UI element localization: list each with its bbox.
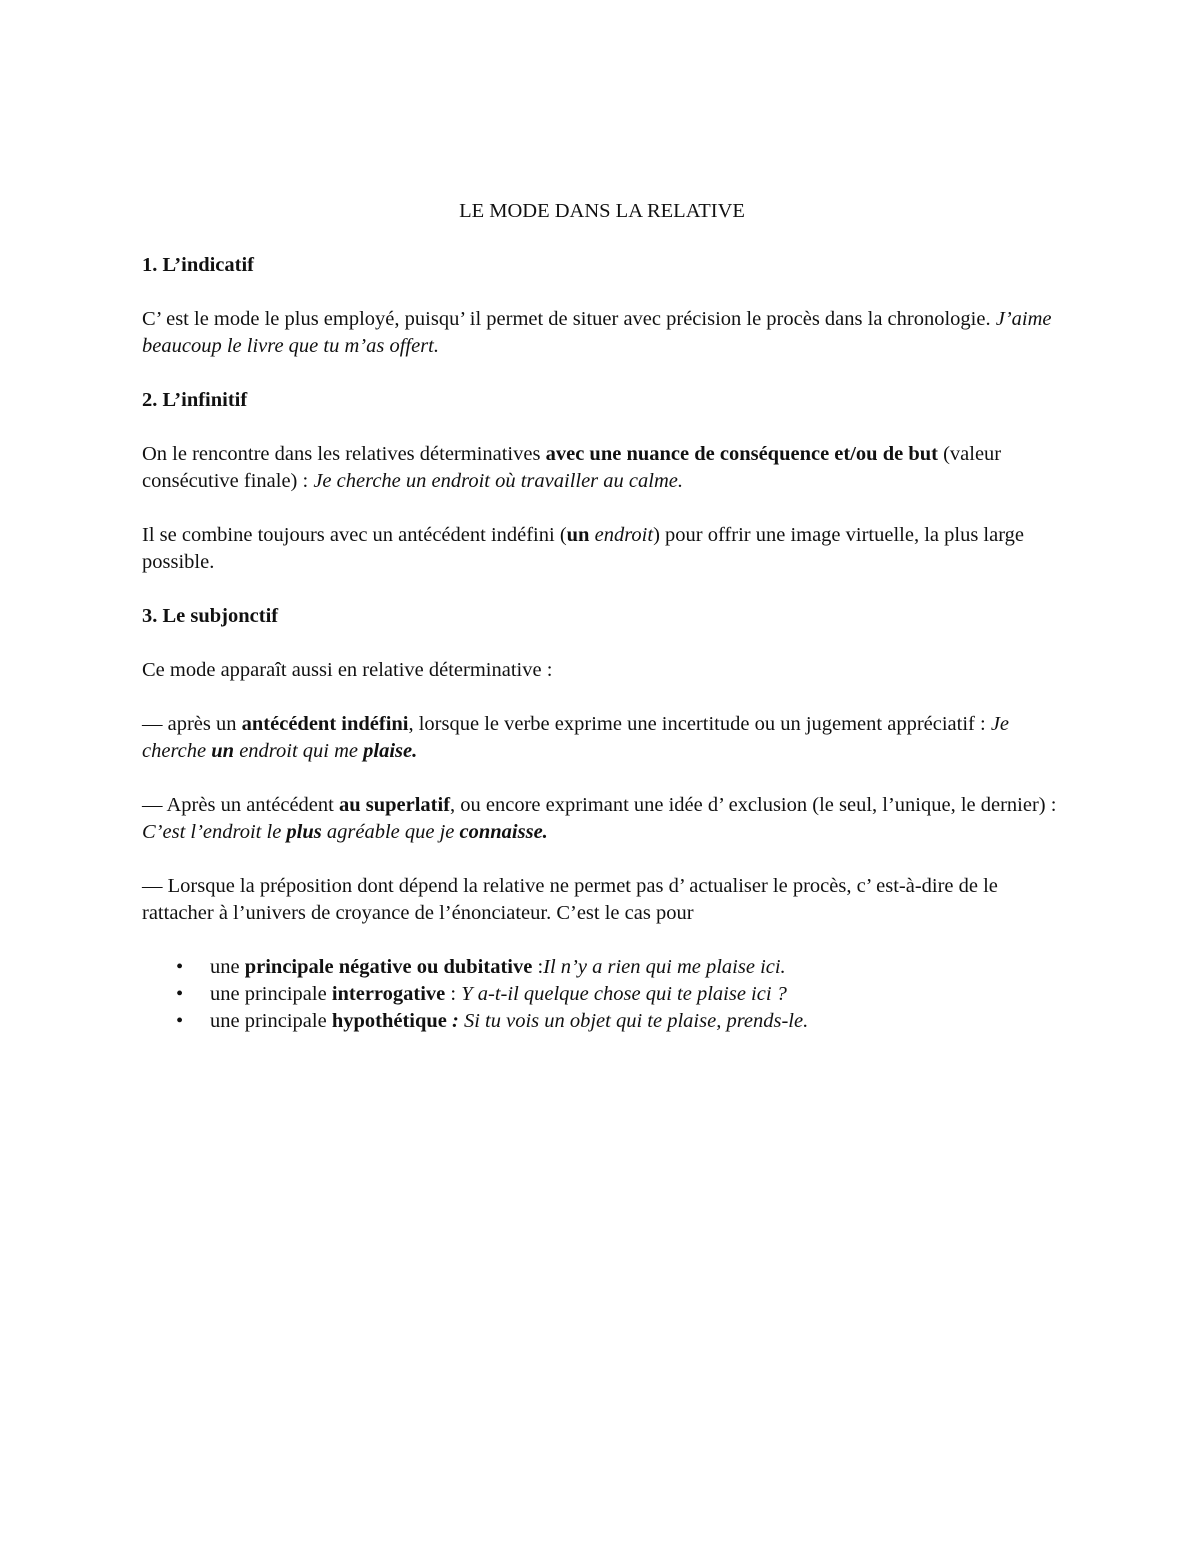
paragraph-case-preposition: — Lorsque la préposition dont dépend la relative ne permet pas d’ actualiser le procès, c’ est-à-dire de le rattacher à l’univers de croyance de l’énonciateur. C’est le cas pour — [142, 875, 998, 924]
text: une principale — [210, 983, 332, 1005]
list-item — [142, 1008, 1062, 1035]
text: On le rencontre dans les relatives déterminatives — [142, 443, 546, 465]
text: une — [210, 956, 245, 978]
example-italic — [142, 821, 548, 843]
emphasis-bold: plus — [286, 821, 322, 843]
text: endroit qui me — [234, 740, 364, 762]
emphasis-bold: connaisse. — [459, 821, 548, 843]
text: , lorsque le verbe exprime une incertitude ou un jugement appréciatif : — [408, 713, 991, 735]
paragraph-case-superlatif — [142, 792, 1062, 846]
emphasis-bold: plaise. — [363, 740, 418, 762]
heading-indicatif: 1. L’indicatif — [142, 254, 255, 276]
emphasis-bold: antécédent indéfini — [241, 713, 409, 735]
emphasis-bold: interrogative — [331, 983, 446, 1005]
list-item — [142, 954, 1062, 981]
text: une principale — [210, 1010, 332, 1032]
text: : — [445, 983, 462, 1005]
paragraph-subjonctif-intro: Ce mode apparaît aussi en relative déterminative : — [142, 659, 553, 681]
text: ) pour offrir une image virtuelle, la plus large possible. — [142, 524, 1025, 573]
example-italic: Si tu vois un objet qui te plaise, prends-le. — [463, 1010, 809, 1032]
heading-subjonctif: 3. Le subjonctif — [142, 605, 279, 627]
text: Je cherche — [142, 713, 1010, 762]
paragraph-infinitif-1 — [142, 441, 1062, 495]
text: Il se combine toujours avec un antécédent indéfini ( — [142, 524, 567, 546]
document-page — [142, 198, 1062, 1035]
text: (valeur consécutive finale) : — [142, 443, 1002, 492]
emphasis-bold: principale négative ou dubitative — [244, 956, 533, 978]
paragraph-case-indefini — [142, 711, 1062, 765]
emphasis-bold: un — [211, 740, 235, 762]
paragraph-indicatif — [142, 306, 1062, 360]
document-title: LE MODE DANS LA RELATIVE — [459, 200, 745, 222]
bullet-list — [142, 954, 1062, 1035]
bullet-icon: • — [176, 956, 184, 978]
text: — Après un antécédent — [142, 794, 339, 816]
list-item — [142, 981, 1062, 1008]
emphasis-bold: avec une nuance de conséquence et/ou de but — [545, 443, 938, 465]
paragraph-infinitif-2 — [142, 522, 1062, 576]
emphasis-bold: au superlatif — [338, 794, 451, 816]
example-italic: Il n’y a rien qui me plaise ici. — [543, 956, 786, 978]
example-italic: J’aime beaucoup le livre que tu m’as offert. — [142, 308, 1052, 357]
text: , ou encore exprimant une idée d’ exclusion (le seul, l’unique, le dernier) : — [450, 794, 1057, 816]
heading-infinitif: 2. L’infinitif — [142, 389, 248, 411]
text: : — [532, 956, 544, 978]
text: — après un — [142, 713, 242, 735]
text: C’ est le mode le plus employé, puisqu’ il permet de situer avec précision le procès dans la chronologie. — [142, 308, 996, 330]
text: C’est l’endroit le — [142, 821, 287, 843]
example-italic: endroit — [594, 524, 654, 546]
example-italic: Je cherche un endroit où travailler au calme. — [313, 470, 683, 492]
emphasis-bold: : — [446, 1010, 464, 1032]
bullet-icon: • — [176, 983, 184, 1005]
text: agréable que je — [321, 821, 460, 843]
emphasis-bold: hypothétique — [331, 1010, 447, 1032]
bullet-icon: • — [176, 1010, 184, 1032]
emphasis-bold: un — [566, 524, 590, 546]
example-italic: Y a-t-il quelque chose qui te plaise ici ? — [461, 983, 787, 1005]
